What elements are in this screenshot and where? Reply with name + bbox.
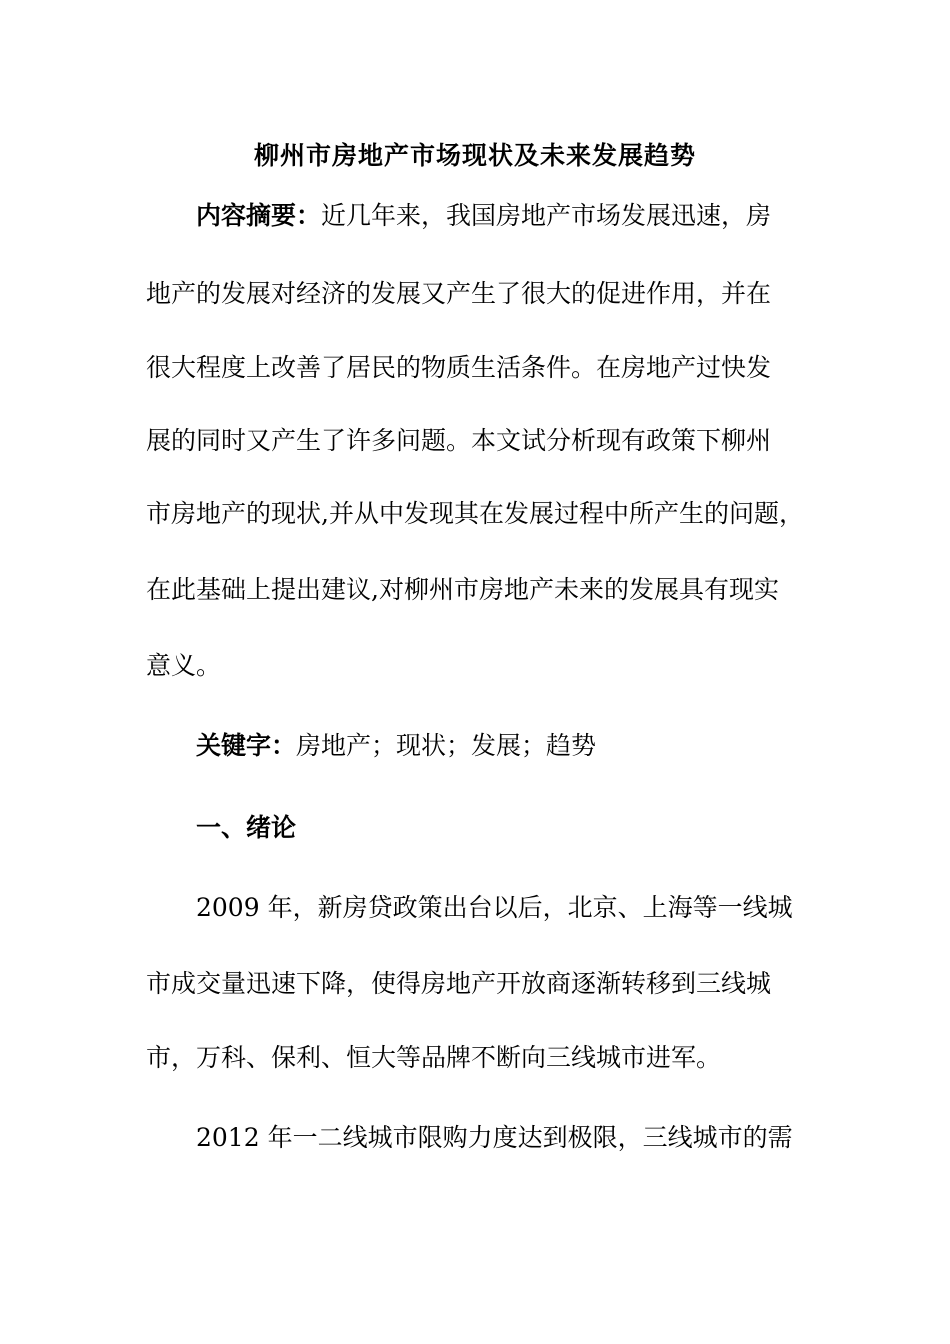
abstract-line-7: 意义。 xyxy=(146,651,222,680)
paragraph1-line-2: 市成交量迅速下降，使得房地产开放商逐渐转移到三线城 xyxy=(146,969,772,998)
abstract-line-4: 展的同时又产生了许多问题。本文试分析现有政策下柳州 xyxy=(146,426,772,455)
abstract-label: 内容摘要： xyxy=(196,201,322,230)
abstract-text-1: 近几年来，我国房地产市场发展迅速，房 xyxy=(321,201,772,230)
abstract-line-1 xyxy=(196,200,771,232)
section-heading: 一、绪论 xyxy=(196,813,297,842)
abstract-line-6: 在此基础上提出建议,对柳州市房地产未来的发展具有现实 xyxy=(146,575,779,604)
abstract-line-3: 很大程度上改善了居民的物质生活条件。在房地产过快发 xyxy=(146,353,772,382)
keywords-text: 房地产；现状；发展；趋势 xyxy=(296,731,597,760)
keywords-line xyxy=(196,730,596,762)
paragraph1-line-3: 市，万科、保利、恒大等品牌不断向三线城市进军。 xyxy=(146,1043,722,1072)
paragraph1-line-1: 2009 年，新房贷政策出台以后，北京、上海等一线城 xyxy=(196,893,793,922)
keywords-label: 关键字： xyxy=(196,731,297,760)
document-title: 柳州市房地产市场现状及未来发展趋势 xyxy=(253,141,696,170)
paragraph2-line-1: 2012 年一二线城市限购力度达到极限，三线城市的需 xyxy=(196,1123,793,1152)
abstract-line-2: 地产的发展对经济的发展又产生了很大的促进作用，并在 xyxy=(146,279,772,308)
abstract-line-5: 市房地产的现状,并从中发现其在发展过程中所产生的问题， xyxy=(146,499,804,528)
